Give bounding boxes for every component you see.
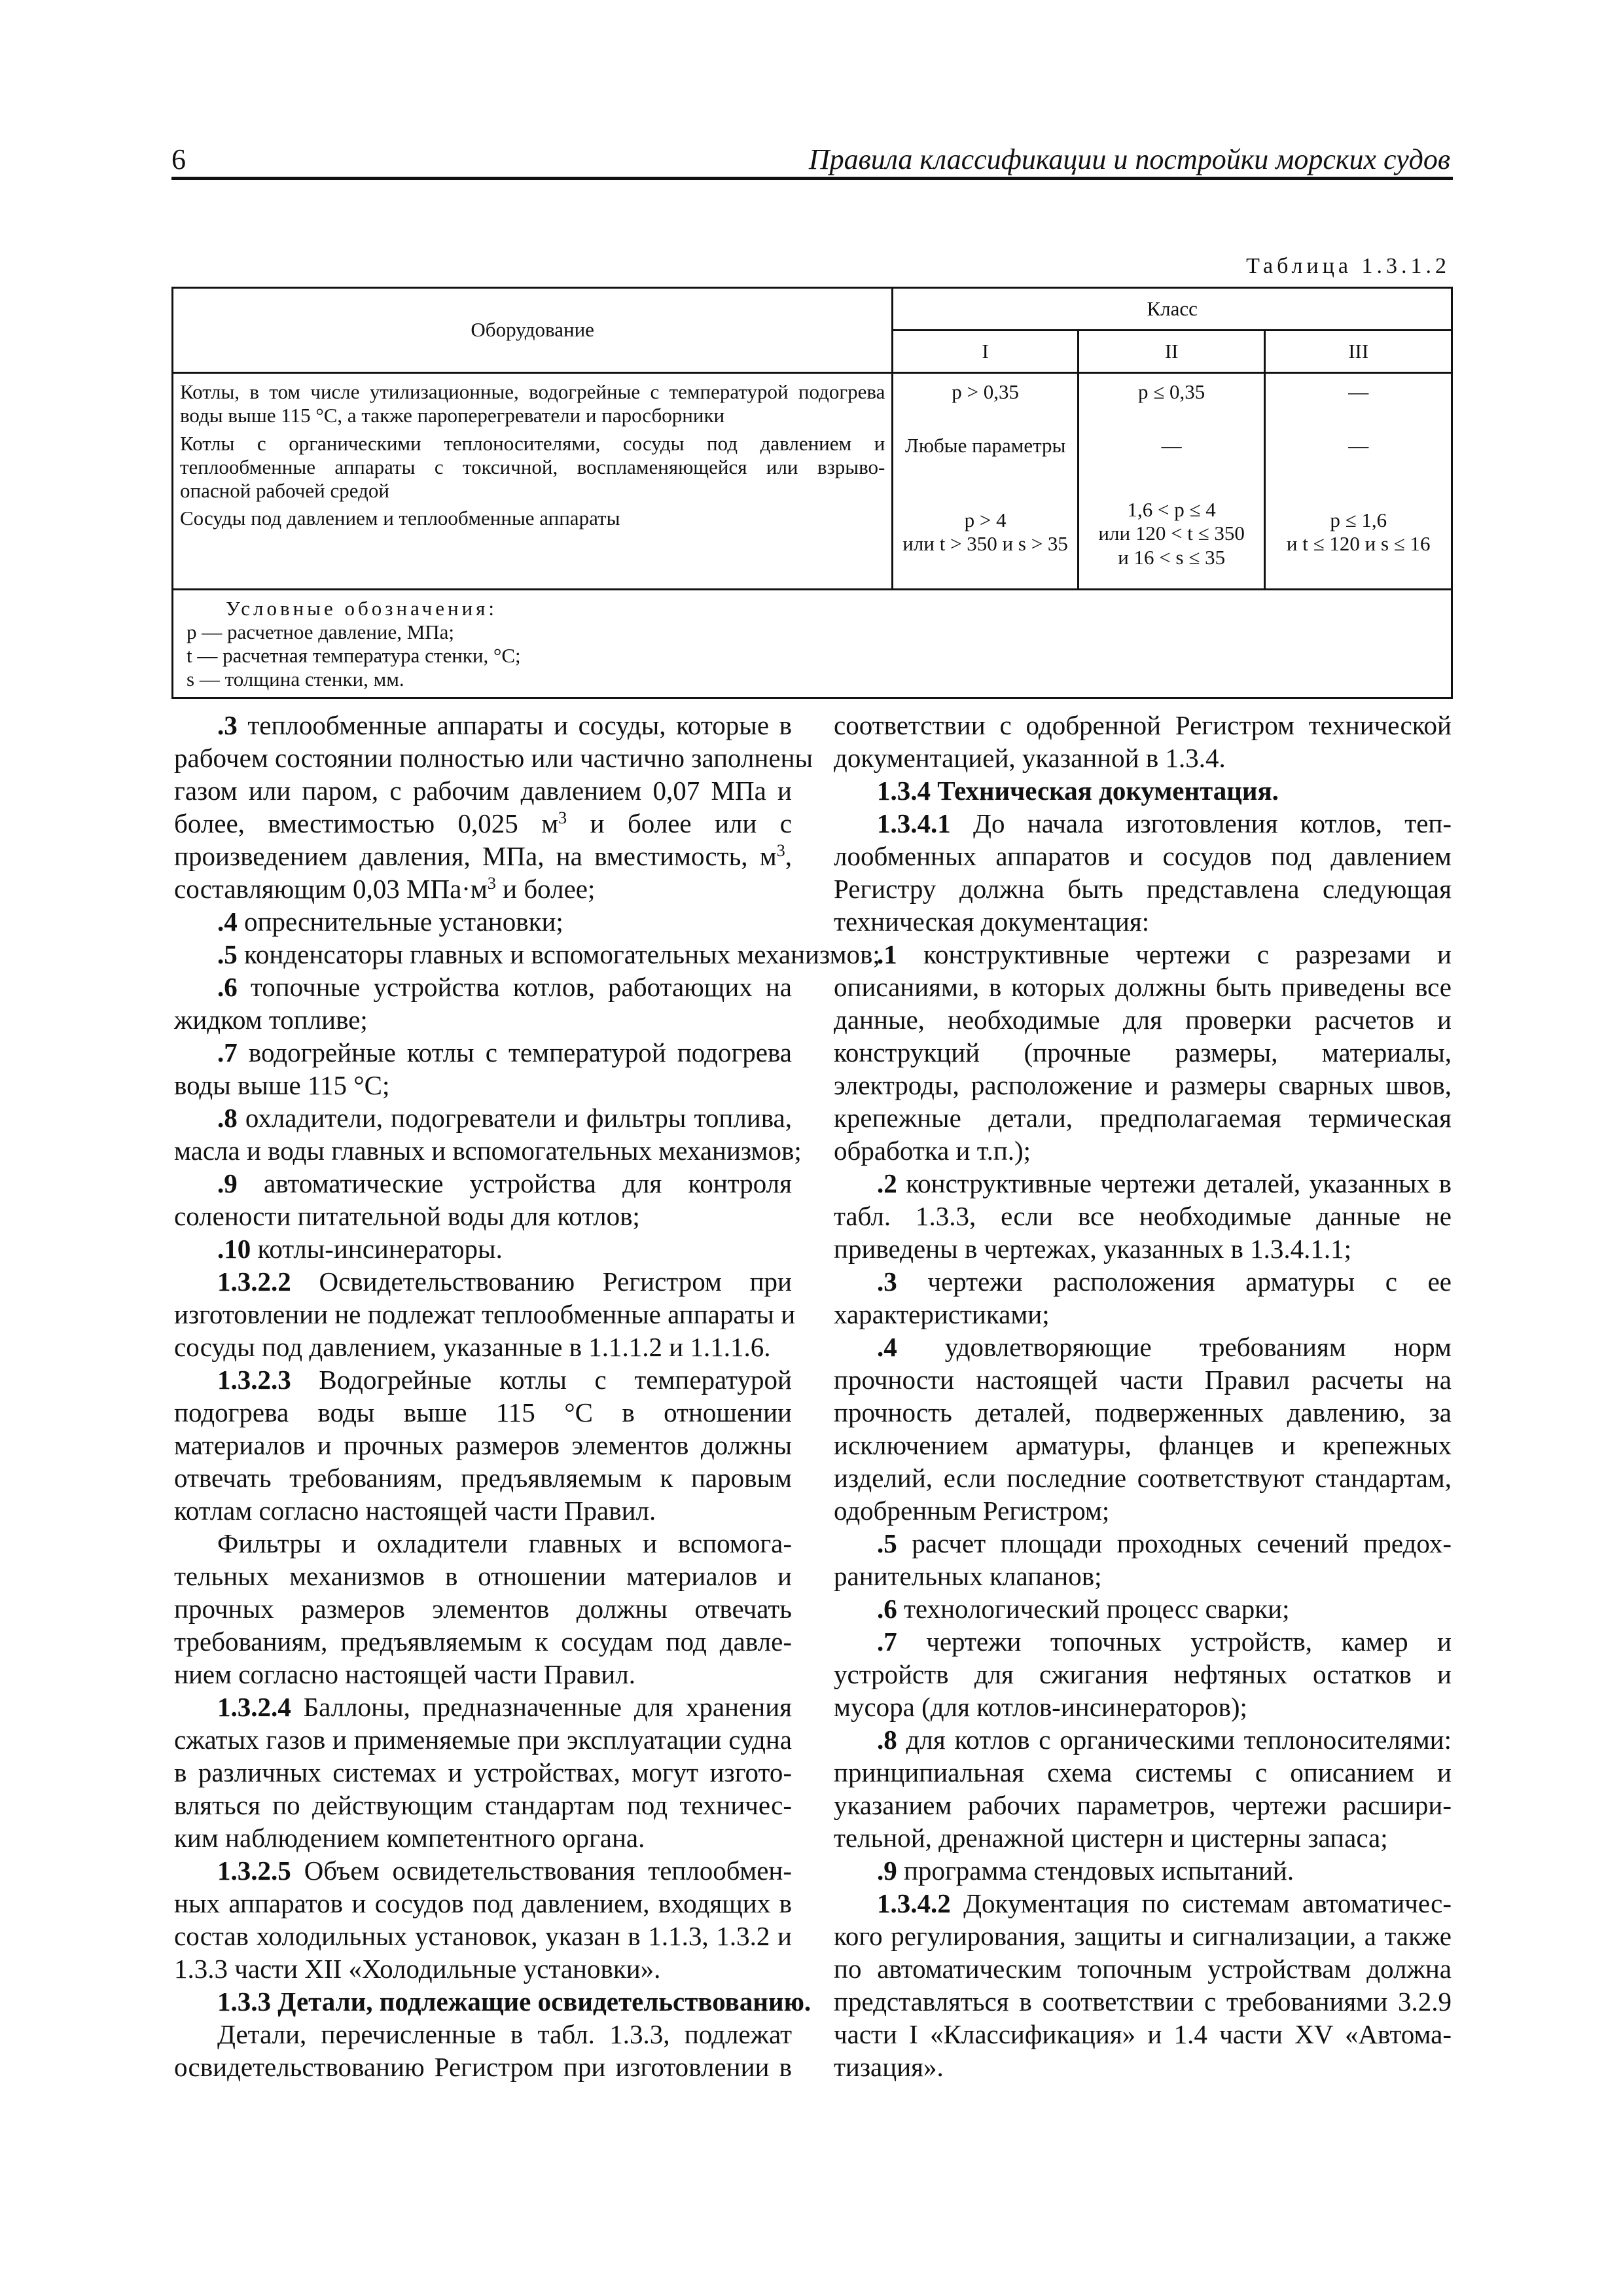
legend-item: t — расчетная температура стенки, °С; [187, 644, 521, 668]
table-cells-class-III [1265, 373, 1452, 590]
text-line: изготовлении не подлежат теплообменные аппараты и [174, 1299, 796, 1329]
col-class-header: Класс [893, 288, 1452, 331]
table-caption: Таблица 1.3.1.2 [1246, 254, 1450, 278]
text-line: электроды, расположение и размеры сварных швов, [834, 1070, 1452, 1100]
text-line: .8 охладители, подогреватели и фильтры топлива, [217, 1103, 792, 1133]
text-line: лообменных аппаратов и сосудов под давлением [834, 841, 1452, 871]
cell-value: p ≤ 1,6 [1330, 509, 1387, 531]
class-I-header: I [893, 331, 1079, 373]
text-line: тельной, дренажной цистерн и цистерны запаса; [834, 1823, 1388, 1853]
text-line: устройств для сжигания нефтяных остатков и [834, 1659, 1452, 1689]
text-line: в различных системах и устройствах, могут изгото- [174, 1757, 792, 1787]
text-line: документацией, указанной в 1.3.4. [834, 743, 1226, 773]
cell-value: — [1161, 434, 1182, 457]
text-line: воды выше 115 °С; [174, 1070, 390, 1100]
row-text: опасной рабочей средой [180, 479, 389, 503]
header-rule [171, 177, 1453, 180]
row-spacer [180, 531, 885, 586]
text-line: .2 конструктивные чертежи деталей, указанных в [877, 1168, 1452, 1198]
text-line: рабочем состоянии полностью или частично заполнены [174, 743, 813, 773]
cell-value: и 16 < s ≤ 35 [1118, 545, 1226, 569]
text-line: обработка и т.п.); [834, 1136, 1031, 1166]
text-line: сосуды под давлением, указанные в 1.1.1.2 и 1.1.1.6. [174, 1332, 771, 1362]
cell-value: p > 4 [964, 509, 1007, 531]
text-line: требованиям, предъявляемым к сосудам под давле- [174, 1626, 792, 1657]
text-line: состав холодильных установок, указан в 1.1.3, 1.3.2 и [174, 1921, 792, 1951]
text-line: солености питательной воды для котлов; [174, 1201, 640, 1231]
row-text: воды выше 115 °С, а также пароперегреватели и паросборники [180, 404, 725, 427]
text-line: тельных механизмов в отношении материалов и [174, 1561, 792, 1591]
text-line: 1.3.4.2 Документация по системам автоматичес- [877, 1888, 1452, 1918]
text-line: характеристиками; [834, 1299, 1050, 1329]
cell-value: или t > 350 и s > 35 [902, 532, 1068, 556]
text-line: 1.3.4.1 До начала изготовления котлов, теп- [877, 808, 1452, 838]
text-line: нием согласно настоящей части Правил. [174, 1659, 635, 1689]
text-line: составляющим 0,03 $МПа\cdot м^3$ и более; [174, 874, 596, 904]
row-text: Котлы с органическими теплоносителями, сосуды под давлением и [180, 431, 885, 455]
text-line: .5 конденсаторы главных и вспомогательных механизмов; [217, 939, 880, 969]
text-line: мусора (для котлов-инсинераторов); [834, 1692, 1247, 1722]
text-line: части I «Классификация» и 1.4 части XV «Автома- [834, 2019, 1452, 2049]
text-line: описаниями, в которых должны быть приведены все [834, 972, 1452, 1002]
cell-value: p > 0,35 [952, 380, 1019, 403]
text-line: ных аппаратов и сосудов под давлением, входящих в [174, 1888, 792, 1918]
text-line: техническая документация: [834, 906, 1150, 937]
text-line: .7 чертежи топочных устройств, камер и [877, 1626, 1452, 1657]
cell-value: — [1348, 380, 1369, 403]
text-line: 1.3.2.3 Водогрейные котлы с температурой [217, 1365, 792, 1395]
table-row-equipment [173, 373, 893, 590]
text-line: принципиальная схема системы с описанием и [834, 1757, 1452, 1787]
legend-item: s — толщина стенки, мм. [187, 668, 404, 691]
left-text-column [174, 709, 880, 2083]
text-line: 1.3.2.2 Освидетельствованию Регистром при [217, 1266, 792, 1297]
text-line: 1.3.3 части XII «Холодильные установки». [174, 1954, 661, 1984]
running-title: Правила классификации и постройки морских судов [808, 143, 1450, 175]
text-line: материалов и прочных размеров элементов должны [174, 1430, 792, 1460]
text-line: конструкций (прочные размеры, материалы, [834, 1037, 1452, 1067]
table-cells-class-I [893, 373, 1079, 590]
text-line: .1 конструктивные чертежи с разрезами и [877, 939, 1452, 969]
text-line: соответствии с одобренной Регистром технической [834, 710, 1452, 740]
text-line: .4 опреснительные установки; [217, 906, 563, 937]
class-III-header: III [1265, 331, 1452, 373]
text-line: 1.3.2.4 Баллоны, предназначенные для хранения [217, 1692, 792, 1722]
text-line: котлам согласно настоящей части Правил. [174, 1496, 656, 1526]
text-line: приведены в чертежах, указанных в 1.3.4.1.1; [834, 1234, 1352, 1264]
cell-value: — [1348, 434, 1369, 457]
text-line: прочности настоящей части Правил расчеты на [834, 1365, 1452, 1395]
text-line: представляться в соответствии с требованиями 3.2.9 [834, 1986, 1452, 2017]
text-line: .7 водогрейные котлы с температурой подогрева [217, 1037, 792, 1067]
text-line: .3 чертежи расположения арматуры с ее [877, 1266, 1452, 1297]
text-line: прочных размеров элементов должны отвечать [174, 1594, 792, 1624]
text-line: произведением давления, МПа, на вместимость, $м^3$, [174, 841, 792, 871]
row-text: теплообменные аппараты с токсичной, воспламеняющейся или взрыво- [180, 455, 885, 478]
text-line: Детали, перечисленные в табл. 1.3.3, подлежат [217, 2019, 792, 2049]
text-line: отвечать требованиям, предъявляемым к паровым [174, 1463, 792, 1493]
text-line: более, вместимостью 0,025 $м^3$ и более или с [174, 808, 792, 838]
legend-item: p — расчетное давление, МПа; [187, 620, 455, 643]
text-line: .8 для котлов с органическими теплоносителями: [877, 1725, 1452, 1755]
text-line: .9 автоматические устройства для контроля [217, 1168, 792, 1198]
text-line: изделий, если последние соответствуют стандартам, [834, 1463, 1452, 1493]
text-line: 1.3.4 Техническая документация. [877, 776, 1279, 806]
class-II-header: II [1078, 331, 1265, 373]
cell-value: p ≤ 0,35 [1138, 380, 1205, 403]
text-line: жидком топливе; [174, 1005, 368, 1035]
text-line: .4 удовлетворяющие требованиям норм [877, 1332, 1452, 1362]
right-text-column [834, 709, 1452, 2083]
text-line: исключением арматуры, фланцев и крепежных [834, 1430, 1452, 1460]
text-line: данные, необходимые для проверки расчетов и [834, 1005, 1452, 1035]
table-legend [173, 589, 1452, 698]
text-line: ранительных клапанов; [834, 1561, 1102, 1591]
row-text: Котлы, в том числе утилизационные, водогрейные с температурой подогрева [180, 380, 885, 403]
text-line: .6 технологический процесс сварки; [877, 1594, 1290, 1624]
cell-value: Любые параметры [904, 434, 1066, 457]
text-line: указанием рабочих параметров, чертежи расшири- [834, 1790, 1452, 1820]
row-text: Сосуды под давлением и теплообменные аппараты [180, 507, 620, 530]
text-line: газом или паром, с рабочим давлением 0,07 МПа и [174, 776, 792, 806]
text-line: .9 программа стендовых испытаний. [877, 1856, 1294, 1886]
text-line: освидетельствованию Регистром при изготовлении в [174, 2052, 792, 2082]
col-equipment-header: Оборудование [173, 288, 893, 373]
text-line: подогрева воды выше 115 °С в отношении [174, 1397, 792, 1427]
text-line: .5 расчет площади проходных сечений предох- [877, 1528, 1452, 1558]
text-line: Фильтры и охладители главных и вспомога- [217, 1528, 792, 1558]
text-line: 1.3.2.5 Объем освидетельствования теплообмен- [217, 1856, 792, 1886]
cell-value: или 120 < t ≤ 350 [1098, 522, 1245, 545]
page-number: 6 [171, 143, 186, 175]
text-line: вляться по действующим стандартам под техничес- [174, 1790, 792, 1820]
text-line: масла и воды главных и вспомогательных механизмов; [174, 1136, 802, 1166]
text-line: прочность деталей, подверженных давлению, за [834, 1397, 1452, 1427]
text-line: .10 котлы-инсинераторы. [217, 1234, 503, 1264]
text-line: .6 топочные устройства котлов, работающих на [217, 972, 792, 1002]
text-line: Регистру должна быть представлена следующая [834, 874, 1452, 904]
text-line: .3 теплообменные аппараты и сосуды, которые в [217, 710, 792, 740]
cell-value: и t ≤ 120 и s ≤ 16 [1286, 532, 1431, 556]
text-line: крепежные детали, предполагаемая термическая [834, 1103, 1452, 1133]
text-line: табл. 1.3.3, если все необходимые данные не [834, 1201, 1452, 1231]
equipment-class-table [171, 287, 1453, 699]
legend-title: Условные обозначения: [226, 596, 498, 620]
cell-value: 1,6 < p ≤ 4 [1127, 498, 1216, 521]
text-line: одобренным Регистром; [834, 1496, 1110, 1526]
text-line: по автоматическим топочным устройствам должна [834, 1954, 1452, 1984]
text-line: 1.3.3 Детали, подлежащие освидетельствованию. [217, 1986, 812, 2017]
text-line: тизация». [834, 2052, 944, 2082]
text-line: сжатых газов и применяемые при эксплуатации судна [174, 1725, 792, 1755]
text-line: ким наблюдением компетентного органа. [174, 1823, 645, 1853]
text-line: кого регулирования, защиты и сигнализации, а также [834, 1921, 1452, 1951]
table-cells-class-II [1078, 373, 1265, 590]
